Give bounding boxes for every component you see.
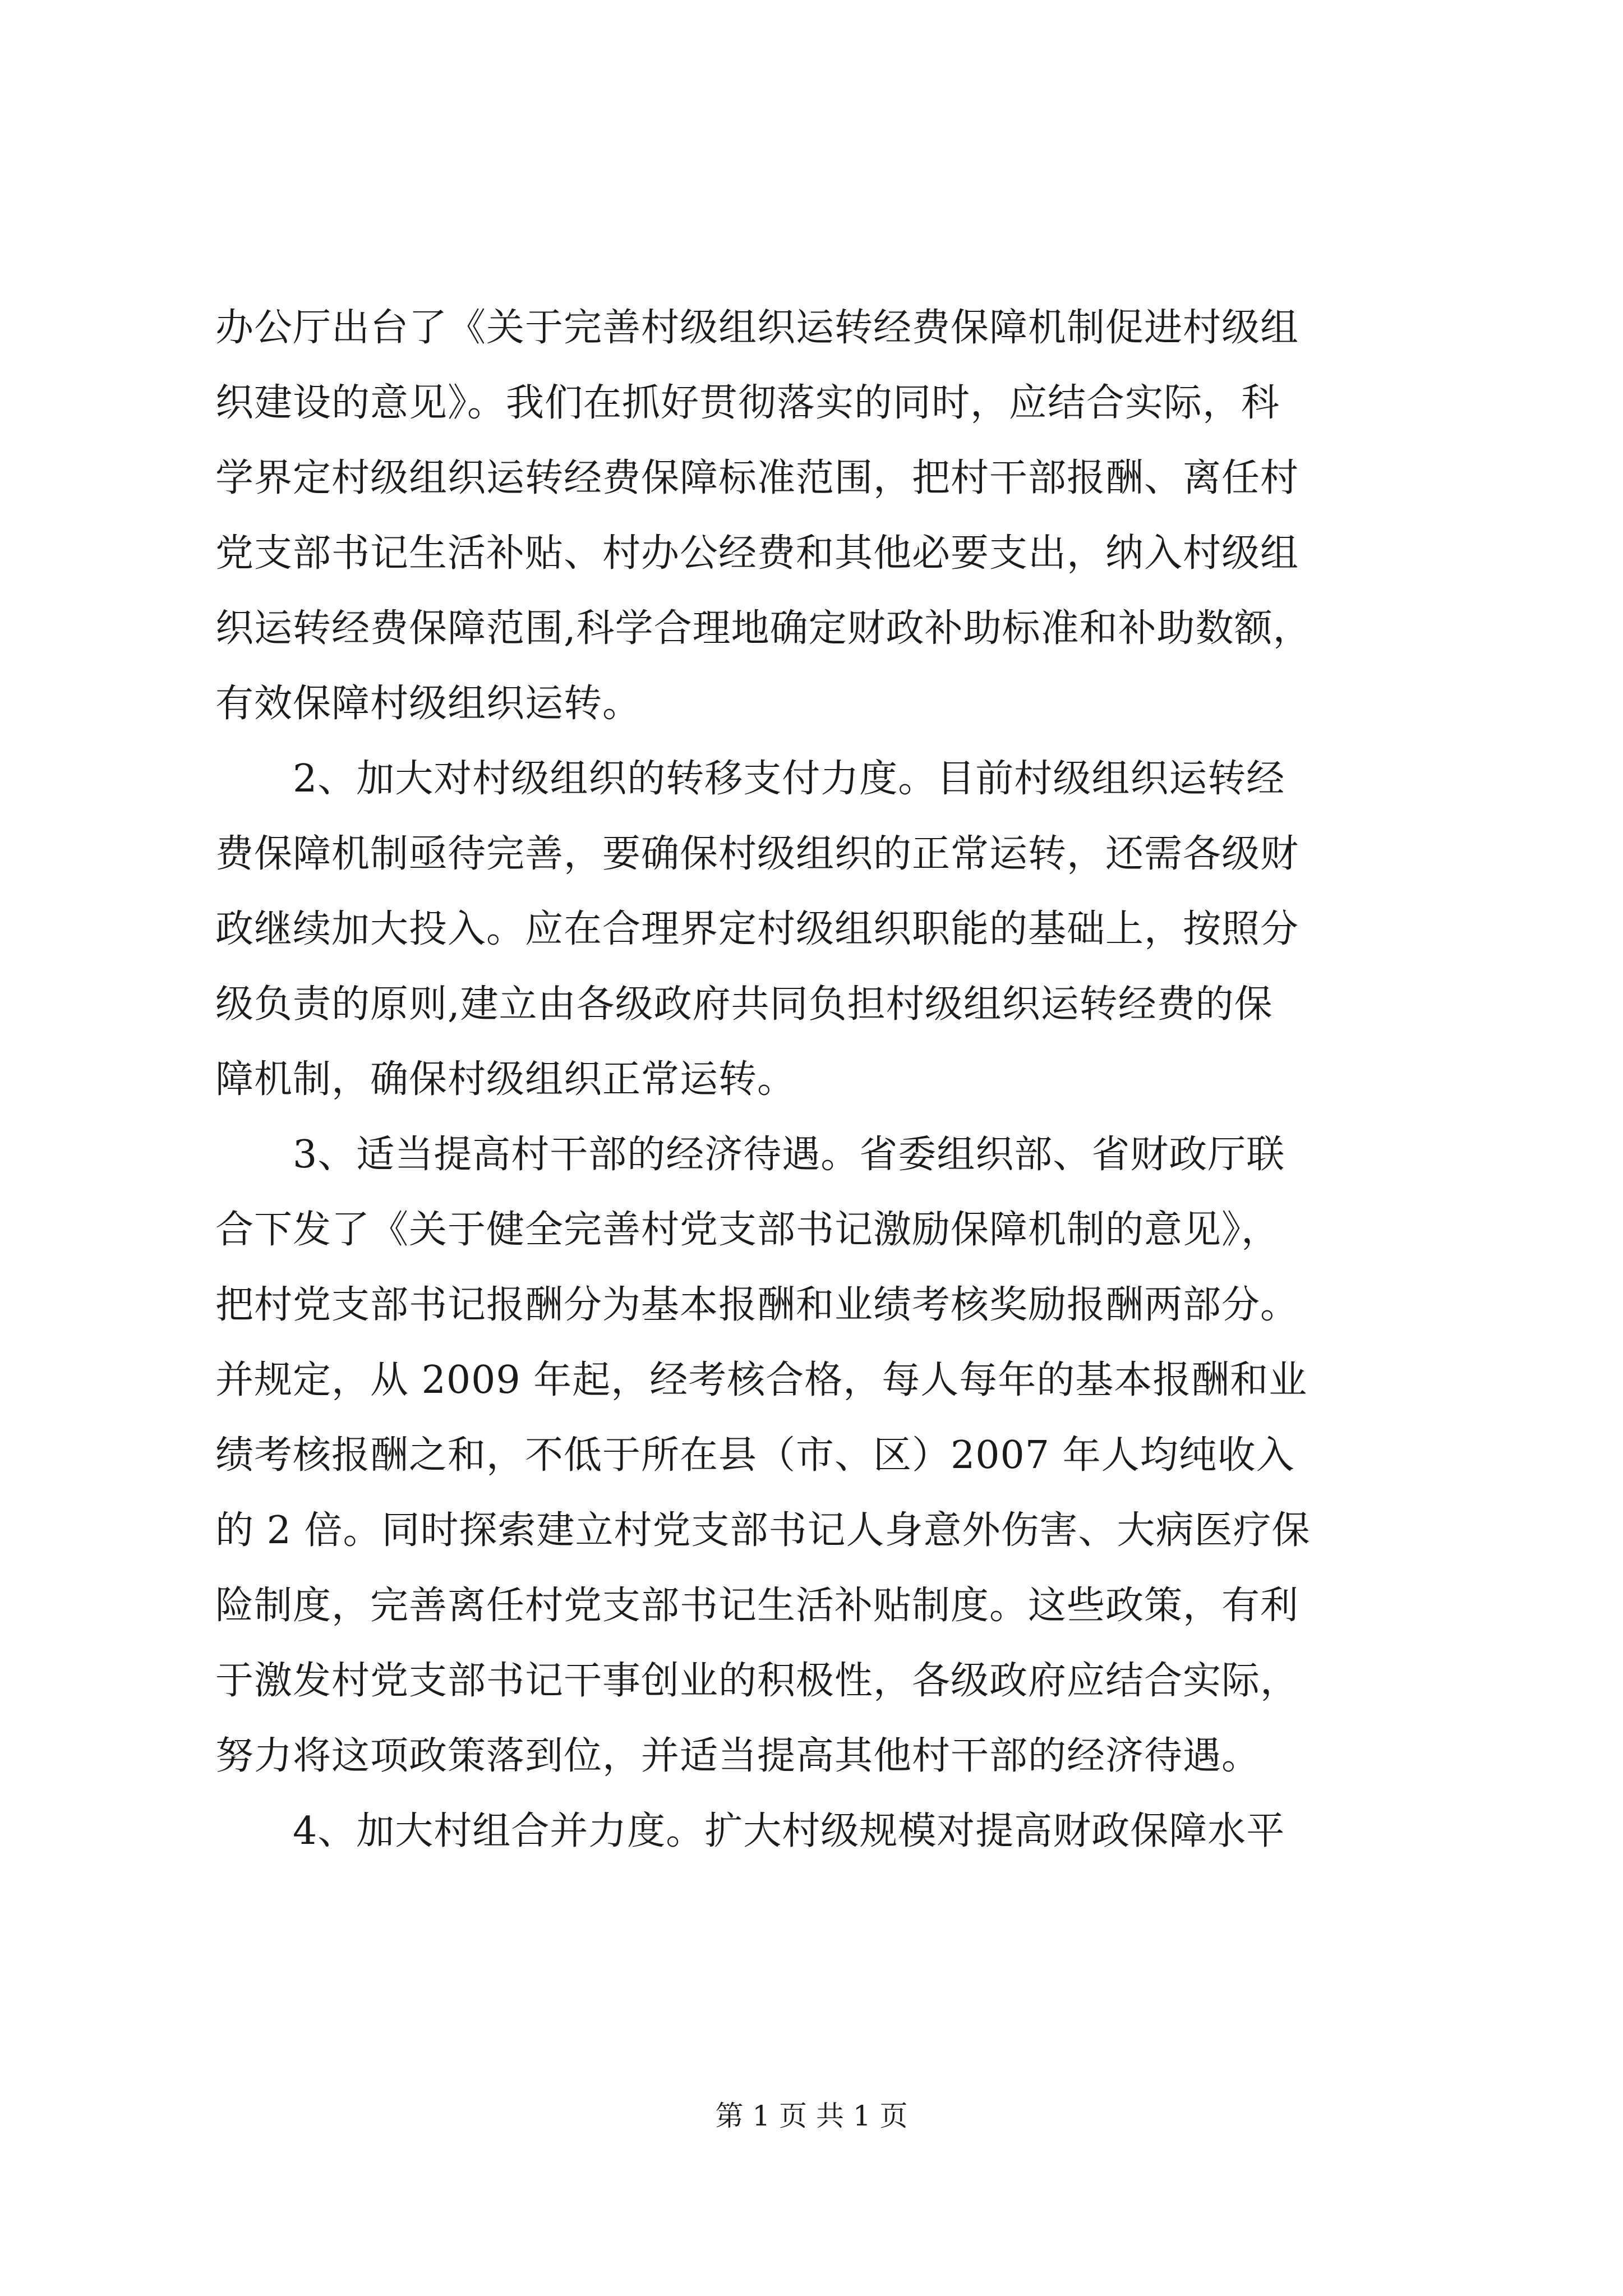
- text-line: 党支部书记生活补贴、村办公经费和其他必要支出，纳入村级组: [215, 531, 1299, 576]
- text-line: 把村党支部书记报酬分为基本报酬和业绩考核奖励报酬两部分。: [215, 1283, 1299, 1327]
- text-line: 3、适当提高村干部的经济待遇。省委组织部、省财政厅联: [215, 1133, 1285, 1177]
- text-line: 2、加大对村级组织的转移支付力度。目前村级组织运转经: [215, 757, 1285, 801]
- page-footer: 第 1 页 共 1 页: [715, 2100, 908, 2132]
- text-line: 有效保障村级组织运转。: [215, 682, 642, 726]
- text-line: 合下发了《关于健全完善村党支部书记激励保障机制的意见》，: [215, 1208, 1280, 1252]
- text-line: 的 2 倍。同时探索建立村党支部书记人身意外伤害、大病医疗保: [215, 1508, 1311, 1553]
- text-line: 办公厅出台了《关于完善村级组织运转经费保障机制促进村级组: [215, 306, 1299, 350]
- text-line: 织运转经费保障范围,科学合理地确定财政补助标准和补助数额，: [215, 606, 1312, 651]
- text-line: 于激发村党支部书记干事创业的积极性，各级政府应结合实际，: [215, 1659, 1299, 1703]
- text-line: 政继续加大投入。应在合理界定村级组织职能的基础上，按照分: [215, 907, 1299, 951]
- text-line: 织建设的意见》。我们在抓好贯彻落实的同时，应结合实际，科: [215, 381, 1280, 425]
- text-line: 4、加大村组合并力度。扩大村级规模对提高财政保障水平: [215, 1809, 1285, 1853]
- text-line: 并规定，从 2009 年起，经考核合格，每人每年的基本报酬和业: [215, 1358, 1308, 1402]
- body-text: [215, 291, 1410, 1869]
- text-line: 障机制，确保村级组织正常运转。: [215, 1057, 796, 1102]
- text-line: 级负责的原则,建立由各级政府共同负担村级组织运转经费的保: [215, 982, 1273, 1027]
- text-line: 学界定村级组织运转经费保障标准范围，把村干部报酬、离任村: [215, 456, 1299, 500]
- text-line: 绩考核报酬之和，不低于所在县（市、区）2007 年人均纯收入: [215, 1433, 1295, 1478]
- text-line: 努力将这项政策落到位，并适当提高其他村干部的经济待遇。: [215, 1734, 1261, 1778]
- text-line: 险制度，完善离任村党支部书记生活补贴制度。这些政策，有利: [215, 1584, 1299, 1628]
- text-line: 费保障机制亟待完善，要确保村级组织的正常运转，还需各级财: [215, 832, 1299, 876]
